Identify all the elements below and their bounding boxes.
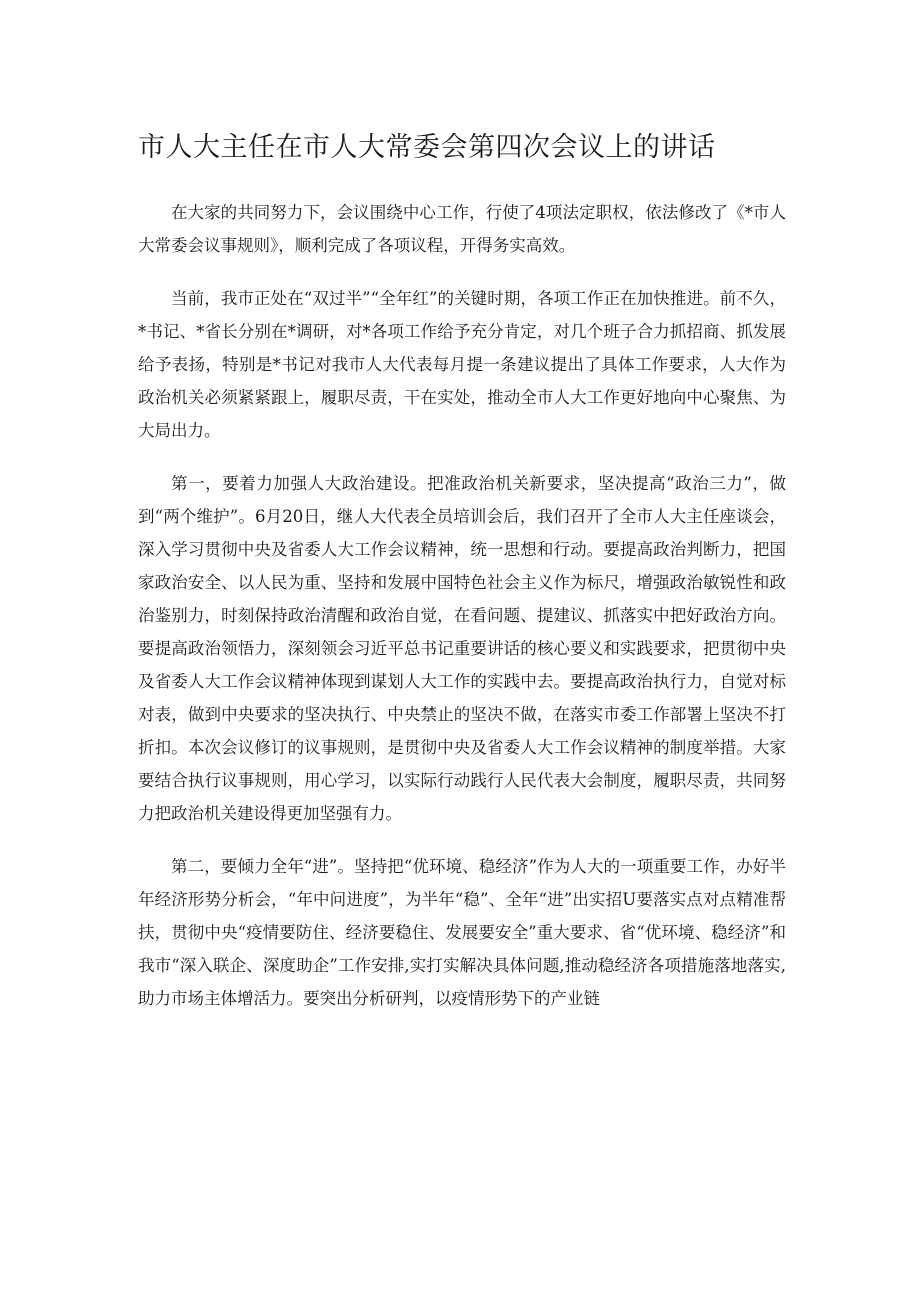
document-title: 市人大主任在市人大常委会第四次会议上的讲话 [138, 132, 716, 163]
paragraph-2: 当前，我市正处在“双过半”“全年红”的关键时期，各项工作正在加快推进。前不久，*书记、*省长分别在*调研，对*各项工作给予充分肯定，对几个班子合力抓招商、抓发展给予表扬，特别是*书记对我市人大代表每月提一条建议提出了具体工作要求，人大作为政治机关必须紧紧跟上，履职尽责，干在实处，推动全市人大工作更好地向中心聚焦、为大局出力。 [138, 289, 786, 440]
paragraph-1: 在大家的共同努力下，会议围绕中心工作，行使了4项法定职权，依法修改了《*市人大常委会议事规则》，顺利完成了各项议程，开得务实高效。 [138, 203, 786, 255]
paragraph-3: 第一，要着力加强人大政治建设。把准政治机关新要求，坚决提高“政治三力”，做到“两个维护”。6月20日，继人大代表全员培训会后，我们召开了全市人大主任座谈会，深入学习贯彻中央及省委人大工作会议精神，统一思想和行动。要提高政治判断力，把国家政治安全、以人民为重、坚持和发展中国特色社会主义作为标尺，增强政治敏锐性和政治鉴别力，时刻保持政治清醒和政治自觉，在看问题、提建议、抓落实中把好政治方向。要提高政治领悟力，深刻领会习近平总书记重要讲话的核心要义和实践要求，把贯彻中央及省委人大工作会议精神体现到谋划人大工作的实践中去。要提高政治执行力，自觉对标对表，做到中央要求的坚决执行、中央禁止的坚决不做，在落实市委工作部署上坚决不打折扣。本次会议修订的议事规则，是贯彻中央及省委人大工作会议精神的制度举措。大家要结合执行议事规则，用心学习，以实际行动践行人民代表大会制度，履职尽责，共同努力把政治机关建设得更加坚强有力。 [138, 474, 786, 823]
paragraph-4: 第二，要倾力全年“进”。坚持把“优环境、稳经济”作为人大的一项重要工作，办好半年经济形势分析会，“年中问进度”，为半年“稳”、全年“进”出实招U要落实点对点精准帮扶，贯彻中央“疫情要防住、经济要稳住、发展要安全”重大要求、省“优环境、稳经济”和我市“深入联企、深度助企”工作安排,实打实解决具体问题,推动稳经济各项措施落地落实,助力市场主体增活力。要突出分析研判，以疫情形势下的产业链 [138, 857, 786, 1008]
